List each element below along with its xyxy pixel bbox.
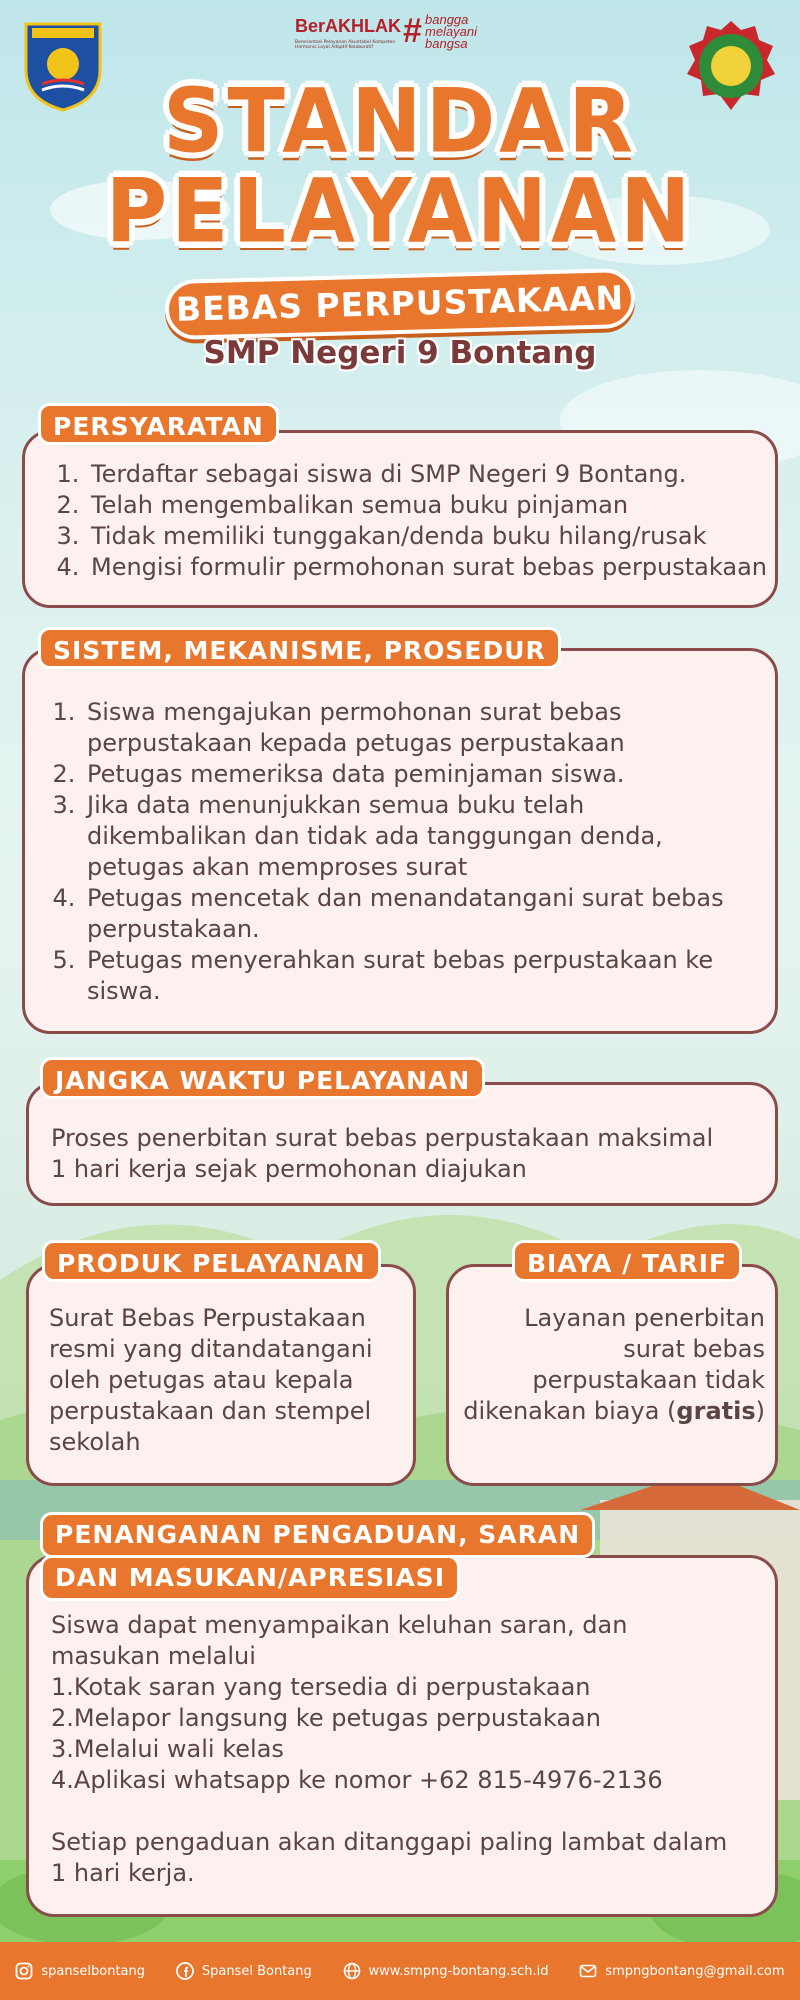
jangka-text: Proses penerbitan surat bebas perpustakaan maksimal 1 hari kerja sejak permohonan diajukan [51, 1124, 714, 1183]
footer-facebook[interactable] [176, 1962, 312, 1980]
school-name: SMP Negeri 9 Bontang [203, 335, 597, 371]
list-item: 3. Jika data menunjukkan semua buku telah dikembalikan dan tidak ada tanggungan denda, petugas akan memproses surat [83, 790, 745, 883]
list-item: 1. Terdaftar sebagai siswa di SMP Negeri 9 Bontang. [87, 459, 775, 490]
pengaduan-card [26, 1555, 778, 1917]
sistem-list [25, 697, 775, 1007]
pengaduan-intro: Siswa dapat menyampaikan keluhan saran, dan masukan melalui [51, 1611, 628, 1670]
pengaduan-tag [40, 1512, 595, 1598]
list-item: 2. Telah mengembalikan semua buku pinjaman [87, 490, 775, 521]
biaya-card [446, 1264, 778, 1486]
produk-card [26, 1264, 416, 1486]
facebook-name: Spansel Bontang [201, 1963, 312, 1979]
footer-email[interactable] [579, 1962, 784, 1980]
title-line-2: PELAYANAN [105, 159, 695, 263]
footer-website[interactable] [343, 1962, 549, 1980]
produk-text: Surat Bebas Perpustakaan resmi yang ditandatangani oleh petugas atau kepala perpustakaan dan stempel sekolah [49, 1304, 373, 1456]
email-icon [579, 1962, 597, 1980]
globe-icon [343, 1962, 361, 1980]
list-item: 3. Tidak memiliki tunggakan/denda buku hilang/rusak [87, 521, 775, 552]
pengaduan-tag-line-2: DAN MASUKAN/APRESIASI [40, 1555, 460, 1601]
list-item: 4. Mengisi formulir permohonan surat bebas perpustakaan [87, 552, 775, 583]
footer-instagram[interactable] [15, 1962, 145, 1980]
persyaratan-tag: PERSYARATAN [38, 403, 279, 445]
website-url: www.smpng-bontang.sch.id [368, 1963, 549, 1979]
persyaratan-card [22, 430, 778, 608]
facebook-icon [176, 1962, 194, 1980]
list-item: 5. Petugas menyerahkan surat bebas perpustakaan ke siswa. [83, 945, 745, 1007]
sistem-card [22, 648, 778, 1034]
instagram-handle: spanselbontang [41, 1963, 146, 1979]
jangka-tag: JANGKA WAKTU PELAYANAN [40, 1057, 485, 1099]
berakhlak-label: BerAKHLAK [295, 16, 402, 36]
list-item: 3.Melalui wali kelas [51, 1735, 284, 1763]
title-line-1: STANDAR [162, 69, 637, 173]
list-item: 2.Melapor langsung ke petugas perpustakaan [51, 1704, 601, 1732]
list-item: 2. Petugas memeriksa data peminjaman siswa. [83, 759, 745, 790]
biaya-text [457, 1303, 765, 1427]
biaya-tag: BIAYA / TARIF [512, 1240, 742, 1282]
title-ribbon [164, 268, 635, 340]
pengaduan-closing: Setiap pengaduan akan ditanggapi paling lambat dalam 1 hari kerja. [51, 1828, 728, 1887]
produk-tag: PRODUK PELAYANAN [42, 1240, 381, 1282]
footer [0, 1942, 800, 2000]
ribbon-label: BEBAS PERPUSTAKAAN [175, 278, 625, 329]
list-item: 1.Kotak saran yang tersedia di perpustakaan [51, 1673, 591, 1701]
biaya-text-close: ) [755, 1397, 765, 1425]
persyaratan-list [25, 459, 775, 583]
list-item: 4.Aplikasi whatsapp ke nomor +62 815-4976-2136 [51, 1766, 663, 1794]
pengaduan-tag-line-1: PENANGANAN PENGADUAN, SARAN [40, 1512, 595, 1558]
hash-icon: # [403, 12, 422, 50]
list-item: 1. Siswa mengajukan permohonan surat bebas perpustakaan kepada petugas perpustakaan [83, 697, 745, 759]
instagram-icon [15, 1962, 33, 1980]
biaya-text-gratis: gratis [676, 1397, 756, 1425]
pengaduan-body [51, 1610, 739, 1889]
header-badges [295, 10, 505, 55]
bangga-melayani-label: bangga melayani bangsa [425, 12, 478, 51]
sistem-tag: SISTEM, MEKANISME, PROSEDUR [38, 627, 561, 669]
berakhlak-subtitle: Berorientasi Pelayanan Akuntabel Kompeten Harmonis Loyal Adaptif Kolaboratif [295, 40, 396, 50]
biaya-text-main: Layanan penerbitan surat bebas perpustakaan tidak dikenakan biaya ( [463, 1304, 765, 1425]
email-address: smpngbontang@gmail.com [605, 1963, 785, 1979]
list-item: 4. Petugas mencetak dan menandatangani surat bebas perpustakaan. [83, 883, 745, 945]
